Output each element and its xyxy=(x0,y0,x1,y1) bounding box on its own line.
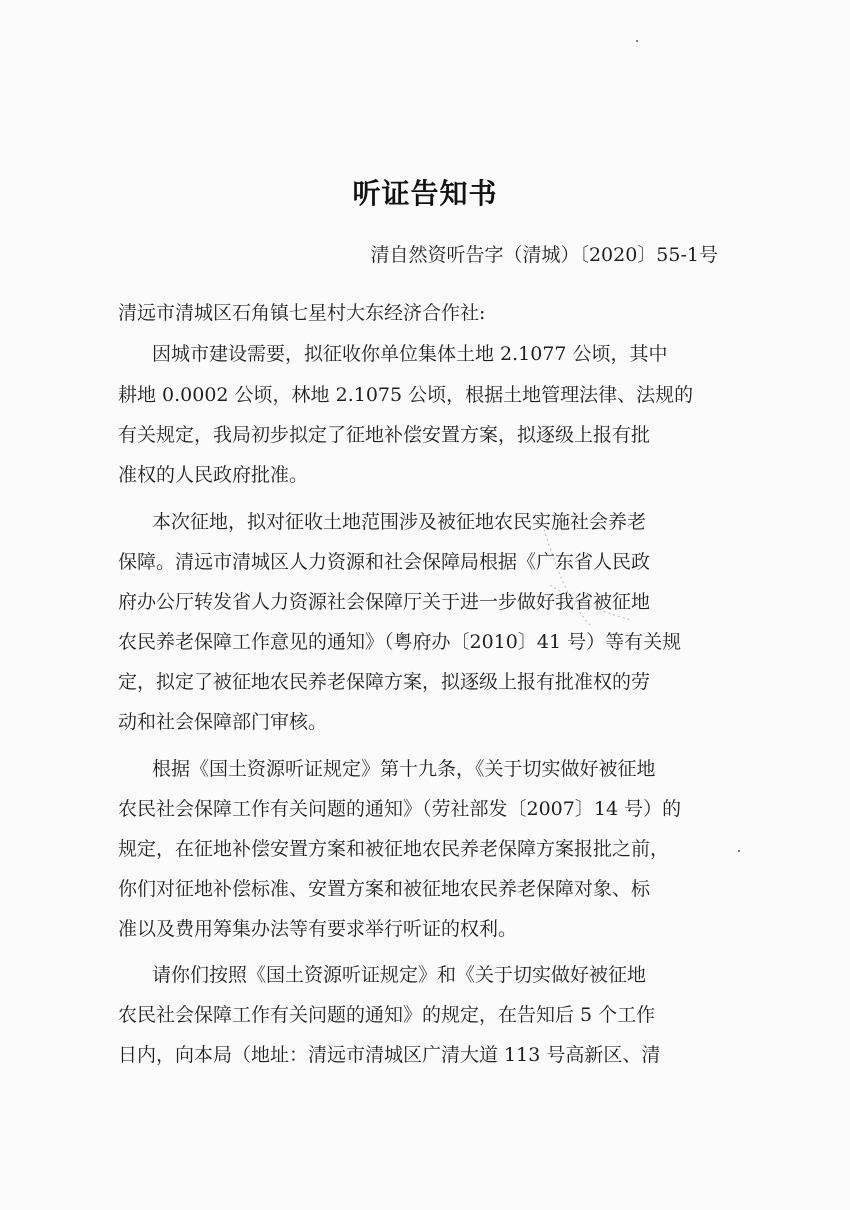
paragraph-2-line-5: 定，拟定了被征地农民养老保障方案，拟逐级上报有批准权的劳 xyxy=(118,671,651,693)
paragraph-2-line-2: 保障。清远市清城区人力资源和社会保障局根据《广东省人民政 xyxy=(118,551,651,573)
paragraph-1-line-3: 有关规定，我局初步拟定了征地补偿安置方案，拟逐级上报有批 xyxy=(118,424,651,446)
paragraph-3-line-2: 农民社会保障工作有关问题的通知》（劳社部发〔2007〕14 号）的 xyxy=(118,798,682,820)
addressee: 清远市清城区石角镇七星村大东经济合作社: xyxy=(118,302,486,324)
paragraph-4-line-3: 日内，向本局（地址：清远市清城区广清大道 113 号高新区、清 xyxy=(118,1044,661,1066)
paragraph-3-line-4: 你们对征地补偿标准、安置方案和被征地农民养老保障对象、标 xyxy=(118,878,651,900)
document-number: 清自然资听告字（清城）〔2020〕55-1号 xyxy=(370,244,718,266)
scan-speck xyxy=(636,40,638,42)
paragraph-1-line-1: 因城市建设需要，拟征收你单位集体土地 2.1077 公顷，其中 xyxy=(152,343,668,365)
document-title: 听证告知书 xyxy=(352,177,498,210)
paragraph-4-line-1: 请你们按照《国土资源听证规定》和《关于切实做好被征地 xyxy=(152,964,647,986)
paragraph-2-line-1: 本次征地，拟对征收土地范围涉及被征地农民实施社会养老 xyxy=(152,511,647,533)
paragraph-3-line-5: 准以及费用筹集办法等有要求举行听证的权利。 xyxy=(118,918,518,940)
paragraph-3-line-1: 根据《国土资源听证规定》第十九条，《关于切实做好被征地 xyxy=(152,758,656,780)
paragraph-2-line-6: 动和社会保障部门审核。 xyxy=(118,711,328,733)
paragraph-1-line-4: 准权的人民政府批准。 xyxy=(118,464,309,486)
paragraph-2-line-3: 府办公厅转发省人力资源社会保障厅关于进一步做好我省被征地 xyxy=(118,591,651,613)
paragraph-3-line-3: 规定，在征地补偿安置方案和被征地农民养老保障方案报批之前， xyxy=(118,838,670,860)
scan-speck xyxy=(738,850,740,852)
paragraph-2-line-4: 农民养老保障工作意见的通知》（粤府办〔2010〕41 号）等有关规 xyxy=(118,631,682,653)
paragraph-1-line-2: 耕地 0.0002 公顷，林地 2.1075 公顷，根据土地管理法律、法规的 xyxy=(118,384,694,406)
paragraph-4-line-2: 农民社会保障工作有关问题的通知》的规定，在告知后 5 个工作 xyxy=(118,1004,656,1026)
